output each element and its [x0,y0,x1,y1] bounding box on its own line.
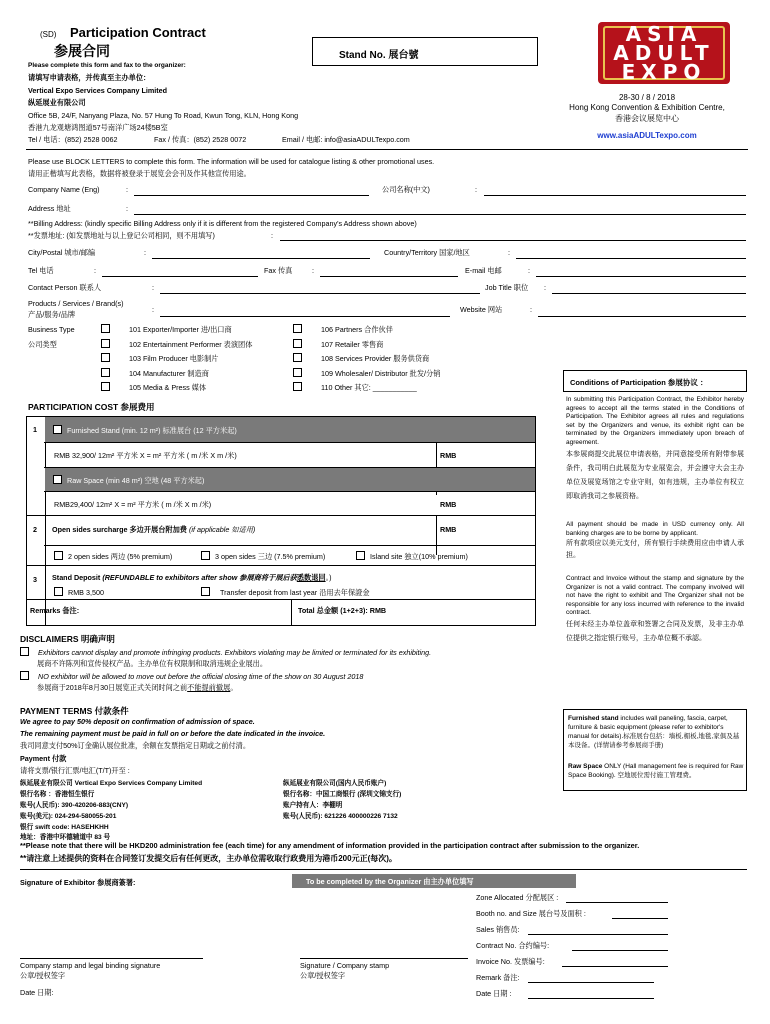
website-label: Website 网站 [460,305,503,314]
colon: : [126,185,128,194]
two-sides-option[interactable]: 2 open sides 两边 (5% premium) [54,551,172,562]
furnished-price-formula[interactable]: RMB 32,900/ 12m² 平方米 X = m² 平方米 ( m /米 X m /米) [54,451,237,460]
fax-label: Fax 传真 [264,266,293,275]
organizer-signature-label: Signature / Company stamp [300,961,390,970]
furnished-stand-label: Furnished Stand (min. 12 m²) 标准展台 (12 平方米起) [67,426,237,435]
venue-cn: 香港会议展览中心 [615,114,679,123]
company-name-label: Company Name (Eng) [28,185,100,194]
website-input[interactable] [538,316,746,317]
billing-address-cn-label: **发票地址: (如发票地址与以上登记公司相同，则不用填写) [28,231,215,240]
checkbox[interactable] [101,382,110,391]
sales-input[interactable] [528,934,668,935]
invoice-no-input[interactable] [562,966,668,967]
contract-no-label: Contract No. 合约编号: [476,941,550,950]
business-type-102[interactable]: 102 Entertainment Performer 表演团体 [101,339,252,350]
organizer-bar: To be completed by the Organizer 由主办单位填写 [292,874,576,888]
asia-adult-expo-logo: ASIA ADULT EXPO [598,22,730,84]
bank-hk-swift: 银行 swift code: HASEHKHH [20,824,109,831]
company-name-input[interactable] [134,195,369,196]
company-stamp-label: Company stamp and legal binding signature [20,961,161,970]
bank-hk-address: 地址：香港中环德辅道中 83 号 [20,834,111,841]
colon: : [144,248,146,257]
intro-en: Please use BLOCK LETTERS to complete this form. The information will be used for catalogue listing & other promotional uses. [28,157,435,166]
venue: Hong Kong Convention & Exhibition Centre, [569,103,725,112]
company-stamp-cn-label: 公章/授权签字 [20,971,66,980]
organizer-fax: Fax / 传真：(852) 2528 0072 [154,135,247,144]
payment-term-cn: 我司同意支付50%订金确认展位批准，余额在发票指定日期或之前付清。 [20,741,251,750]
conditions-p3: Contract and Invoice without the stamp and signature by the Organizer is not a valid contract. The company involved will not have the right to exhibit and The Organizer shall not be responsible for any loss incurred with reference to the invalid contract. 任何未经主办单位盖章和签署之合同及发票，及非主办单位提供之指定银行账号，主办单位概不承認。 [566,575,744,642]
disclaimer-2[interactable]: NO exhibitor will be allowed to move out before the official closing time of the show on 30 August 2018 [20,671,363,681]
exhibitor-signature-label: Signature of Exhibitor 参展商簽署: [20,878,136,887]
row-1-number: 1 [33,425,37,434]
sales-label: Sales 销售员: [476,925,520,934]
payment-term-1: We agree to pay 50% deposit on confirmation of admission of space. [20,717,255,726]
business-type-109[interactable]: 109 Wholesaler/ Distributor 批发/分销 [293,368,440,379]
bank-hk-account-name: 纵延展业有限公司 Vertical Expo Services Company Limited [20,780,203,787]
business-type-103[interactable]: 103 Film Producer 电影制片 [101,353,218,364]
invoice-no-label: Invoice No. 发票编号: [476,957,545,966]
bank-cn-account-name: 纵延展业有限公司(国内人民币账户) [283,780,387,787]
address-input[interactable] [134,214,746,215]
bank-cn-name: 银行名称：中国工商银行 (深圳文锦支行) [283,791,402,798]
business-type-104[interactable]: 104 Manufacturer 制造商 [101,368,209,379]
job-title-input[interactable] [552,293,746,294]
colon: : [528,266,530,275]
organizer-address: Office 5B, 24/F, Nanyang Plaza, No. 57 Hung To Road, Kwun Tong, KLN, Hong Kong [28,111,299,120]
form-code: (SD) [40,30,57,39]
deposit-note-end: 。) [325,573,332,582]
page-title: Participation Contract [70,25,206,40]
business-type-108[interactable]: 108 Services Provider 服务供货商 [293,353,429,364]
business-type-110[interactable]: 110 Other 其它: ___________ [293,382,417,393]
intro-cn: 请用正楷填写此表格，数据将被登录于展览会会刊及作其他宣传用途。 [28,169,251,178]
products-label: Products / Services / Brand(s) [28,299,124,308]
business-type-101[interactable]: 101 Exporter/Importer 进/出口商 [101,324,232,335]
company-name-cn-input[interactable] [484,195,746,196]
stand-no-label: Stand No. 展台號 [339,50,419,61]
job-title-label: Job Title 职位 [485,283,529,292]
furnished-stand-row[interactable] [45,417,535,442]
furnished-stand-checkbox[interactable] [53,425,62,434]
business-type-cn-label: 公司类型 [28,340,57,349]
date-org-label: Date 日期 : [476,989,512,998]
zone-allocated-label: Zone Allocated 分配展区 : [476,893,559,902]
products-cn-label: 产品/服务/品牌 [28,310,76,319]
organizer-tel: Tel / 电话：(852) 2528 0062 [28,135,118,144]
email-label: E-mail 电邮 [465,266,502,275]
open-sides-rmb-field[interactable]: RMB [440,525,457,534]
participation-cost-heading: PARTICIPATION COST 参展费用 [28,402,155,412]
bank-cn-account: 账号(人民币): 621226 400000226 7132 [283,813,398,820]
payment-terms-heading: PAYMENT TERMS 付款条件 [20,706,129,716]
organizer-signature-cn-label: 公章/授权签字 [300,971,346,980]
raw-space-checkbox[interactable] [53,475,62,484]
business-type-105[interactable]: 105 Media & Press 媒体 [101,382,206,393]
raw-rmb-field[interactable]: RMB [440,500,457,509]
row-3-number: 3 [33,575,37,584]
open-sides-label: Open sides surcharge 多边开展台附加费 [52,525,187,534]
tel-input[interactable] [102,276,258,277]
checkbox[interactable] [293,368,302,377]
conditions-heading: Conditions of Participation 参展协议 ： [570,378,708,387]
disclaimer-1-cn: 展商不许陈列和宣传侵权产品。主办单位有权限制和取消违规企业展出。 [37,659,268,668]
tel-label: Tel 电话 [28,266,54,275]
total-amount-label[interactable]: Total 总金额 (1+2+3): RMB [298,606,387,615]
contact-person-label: Contact Person 联系人 [28,283,102,292]
colon: : [126,204,128,213]
organizer-address-cn: 香港九龙观塘鸿图道57号南洋广场24楼5B室 [28,123,168,132]
company-name-cn-label: 公司名称(中文) [382,185,430,194]
page-title-cn: 参展合同 [54,43,110,59]
website-link[interactable]: www.asiaADULTexpo.com [597,131,697,140]
colon: : [475,185,477,194]
disclaimers-heading: DISCLAIMERS 明确声明 [20,634,115,644]
signature-divider [20,869,747,870]
exhibitor-date-label[interactable]: Date 日期: [20,988,54,997]
deposit-transfer-option[interactable]: Transfer deposit from last year 沿用去年保證金 [201,587,370,598]
remark-input[interactable] [528,982,654,983]
disclaimer-2-cn: 参展商于2018年8月30日展览正式关闭时间之前不能提前撤展。 [37,683,238,692]
checkbox[interactable] [101,353,110,362]
deposit-note-emphasis: 悉数退回 [296,573,326,582]
payment-subheading: Payment 付款 [20,754,67,763]
event-date: 28-30 / 8 / 2018 [618,93,676,102]
checkbox[interactable] [101,368,110,377]
header-divider [26,149,748,150]
conditions-p2: All payment should be made in USD currency only. All banking charges are to be borne by applicant. 所有款项应以美元支付，所有银行手续费用应由申请人承担。 [566,521,744,560]
raw-price-formula[interactable]: RMB29,400/ 12m² X = m² 平方米 ( m /米 X m /米) [54,500,212,509]
colon: : [508,248,510,257]
checkbox[interactable] [293,339,302,348]
business-type-label: Business Type [28,325,75,334]
payment-via: 请将支票/银行汇票/电汇(T/T)开至 : [20,766,130,775]
three-sides-option[interactable]: 3 open sides 三边 (7.5% premium) [201,551,325,562]
instruction-en: Please complete this form and fax to the organizer: [28,62,186,69]
stand-deposit-label: Stand Deposit [52,573,101,582]
colon: : [271,231,273,240]
products-input[interactable] [160,316,450,317]
country-input[interactable] [516,258,746,259]
checkbox[interactable] [293,324,302,333]
billing-address-label: **Billing Address: (kindly specific Billing Address only if it is different from the registered Company's Address shown above) [28,219,417,228]
deposit-rmb-option[interactable]: RMB 3,500 [54,587,104,597]
booth-size-label: Booth no. and Size 展台号及面积 : [476,909,586,918]
bank-hk-name: 银行名称 ：香港恒生银行 [20,791,95,798]
organizer-name: Vertical Expo Services Company Limited [28,86,168,95]
disclaimer-1[interactable]: Exhibitors cannot display and promote infringing products. Exhibitors violating may be limited or terminated for its exhibiting. [20,647,431,657]
country-label: Country/Territory 国家/地区 [384,248,470,257]
colon: : [312,266,314,275]
date-org-input[interactable] [528,998,654,999]
conditions-heading-box [563,370,747,392]
business-type-106[interactable]: 106 Partners 合作伙伴 [293,324,393,335]
open-sides-note: (if applicable 如适用) [189,525,256,534]
amendment-fee-note: **Please note that there will be HKD200 administration fee (each time) for any amendment of information provided in the participation contract after submission to the organizer. [20,841,640,850]
email-input[interactable] [536,276,746,277]
payment-term-2: The remaining payment must be paid in full on or before the date indicated in the invoice. [20,729,326,738]
bank-cn-holder: 账户持有人：李棚明 [283,802,343,809]
checkbox[interactable] [101,339,110,348]
bank-hk-cny: 账号(人民币): 390-420206-883(CNY) [20,802,129,809]
contact-person-input[interactable] [160,293,480,294]
instruction-cn: 请填写申请表格，并传真至主办单位： [28,73,151,82]
contract-no-input[interactable] [572,950,668,951]
address-label: Address 地址 [28,204,71,213]
remark-label: Remark 备注: [476,973,520,982]
city-input[interactable] [152,258,370,259]
island-site-option[interactable]: Island site 独立(10% premium) [356,551,468,562]
zone-allocated-input[interactable] [566,902,668,903]
furnished-rmb-field[interactable]: RMB [440,451,457,460]
conditions-p1: In submitting this Participation Contract, the Exhibitor hereby agrees to accept all the terms stated in the Conditions of Participation. The Exhibitor agrees all rules and regulations set by the Organizers and venue, its exhibit right can be terminated by the Organizers immediately upon breach of agreement. 本参展商提交此展位申请表格，并同意接受所有附带参展条件，我司明白此展览为专业展览会，并会遵守大会主办单位及展览场馆之专业守则，如有违规，主办单位有权立即取消我司之参展资格。 [566,396,744,500]
organizer-email: Email / 电邮: info@asiaADULTexpo.com [282,135,410,144]
bank-hk-usd: 账号(美元): 024-294-580055-201 [20,813,117,820]
fax-input[interactable] [320,276,458,277]
raw-space-row[interactable] [45,468,535,491]
exhibitor-signature-line[interactable] [20,958,203,959]
stand-no-box[interactable] [312,37,538,66]
raw-space-label: Raw Space (min 48 m²) 空地 (48 平方米起) [67,476,205,485]
billing-address-input[interactable] [280,240,746,241]
deposit-note: (REFUNDABLE to exhibitors after show 参展商将于展后获 [102,573,297,582]
row-2-number: 2 [33,525,37,534]
organizer-name-cn: 纵延展业有限公司 [28,98,86,107]
checkbox[interactable] [293,353,302,362]
colon: : [544,283,546,292]
city-label: City/Postal 城市/邮编 [28,248,96,257]
colon: : [530,305,532,314]
colon: : [152,305,154,314]
remarks-label[interactable]: Remarks 备注: [30,606,80,615]
amendment-fee-note-cn: **请注意上述提供的资料在合同签订发提交后有任何更改，主办单位需收取行政费用为港币200元正(每次)。 [20,854,397,863]
stand-info-box: Furnished stand includes wall paneling, fascia, carpet, furniture & basic equipment (please refer to exhibitor's manual for details).标准展台包括：墙板,楣板,地毯,家俱及基本设备。(详情请参考参展商手册) Raw Space ONLY (Hall management fee is required for Raw Space Booking). 空地展位需付施工管理费。 [563,709,747,791]
booth-size-input[interactable] [612,918,668,919]
colon: : [94,266,96,275]
checkbox[interactable] [101,324,110,333]
checkbox[interactable] [293,382,302,391]
colon: : [152,283,154,292]
business-type-107[interactable]: 107 Retailer 零售商 [293,339,383,350]
organizer-signature-line[interactable] [300,958,468,959]
